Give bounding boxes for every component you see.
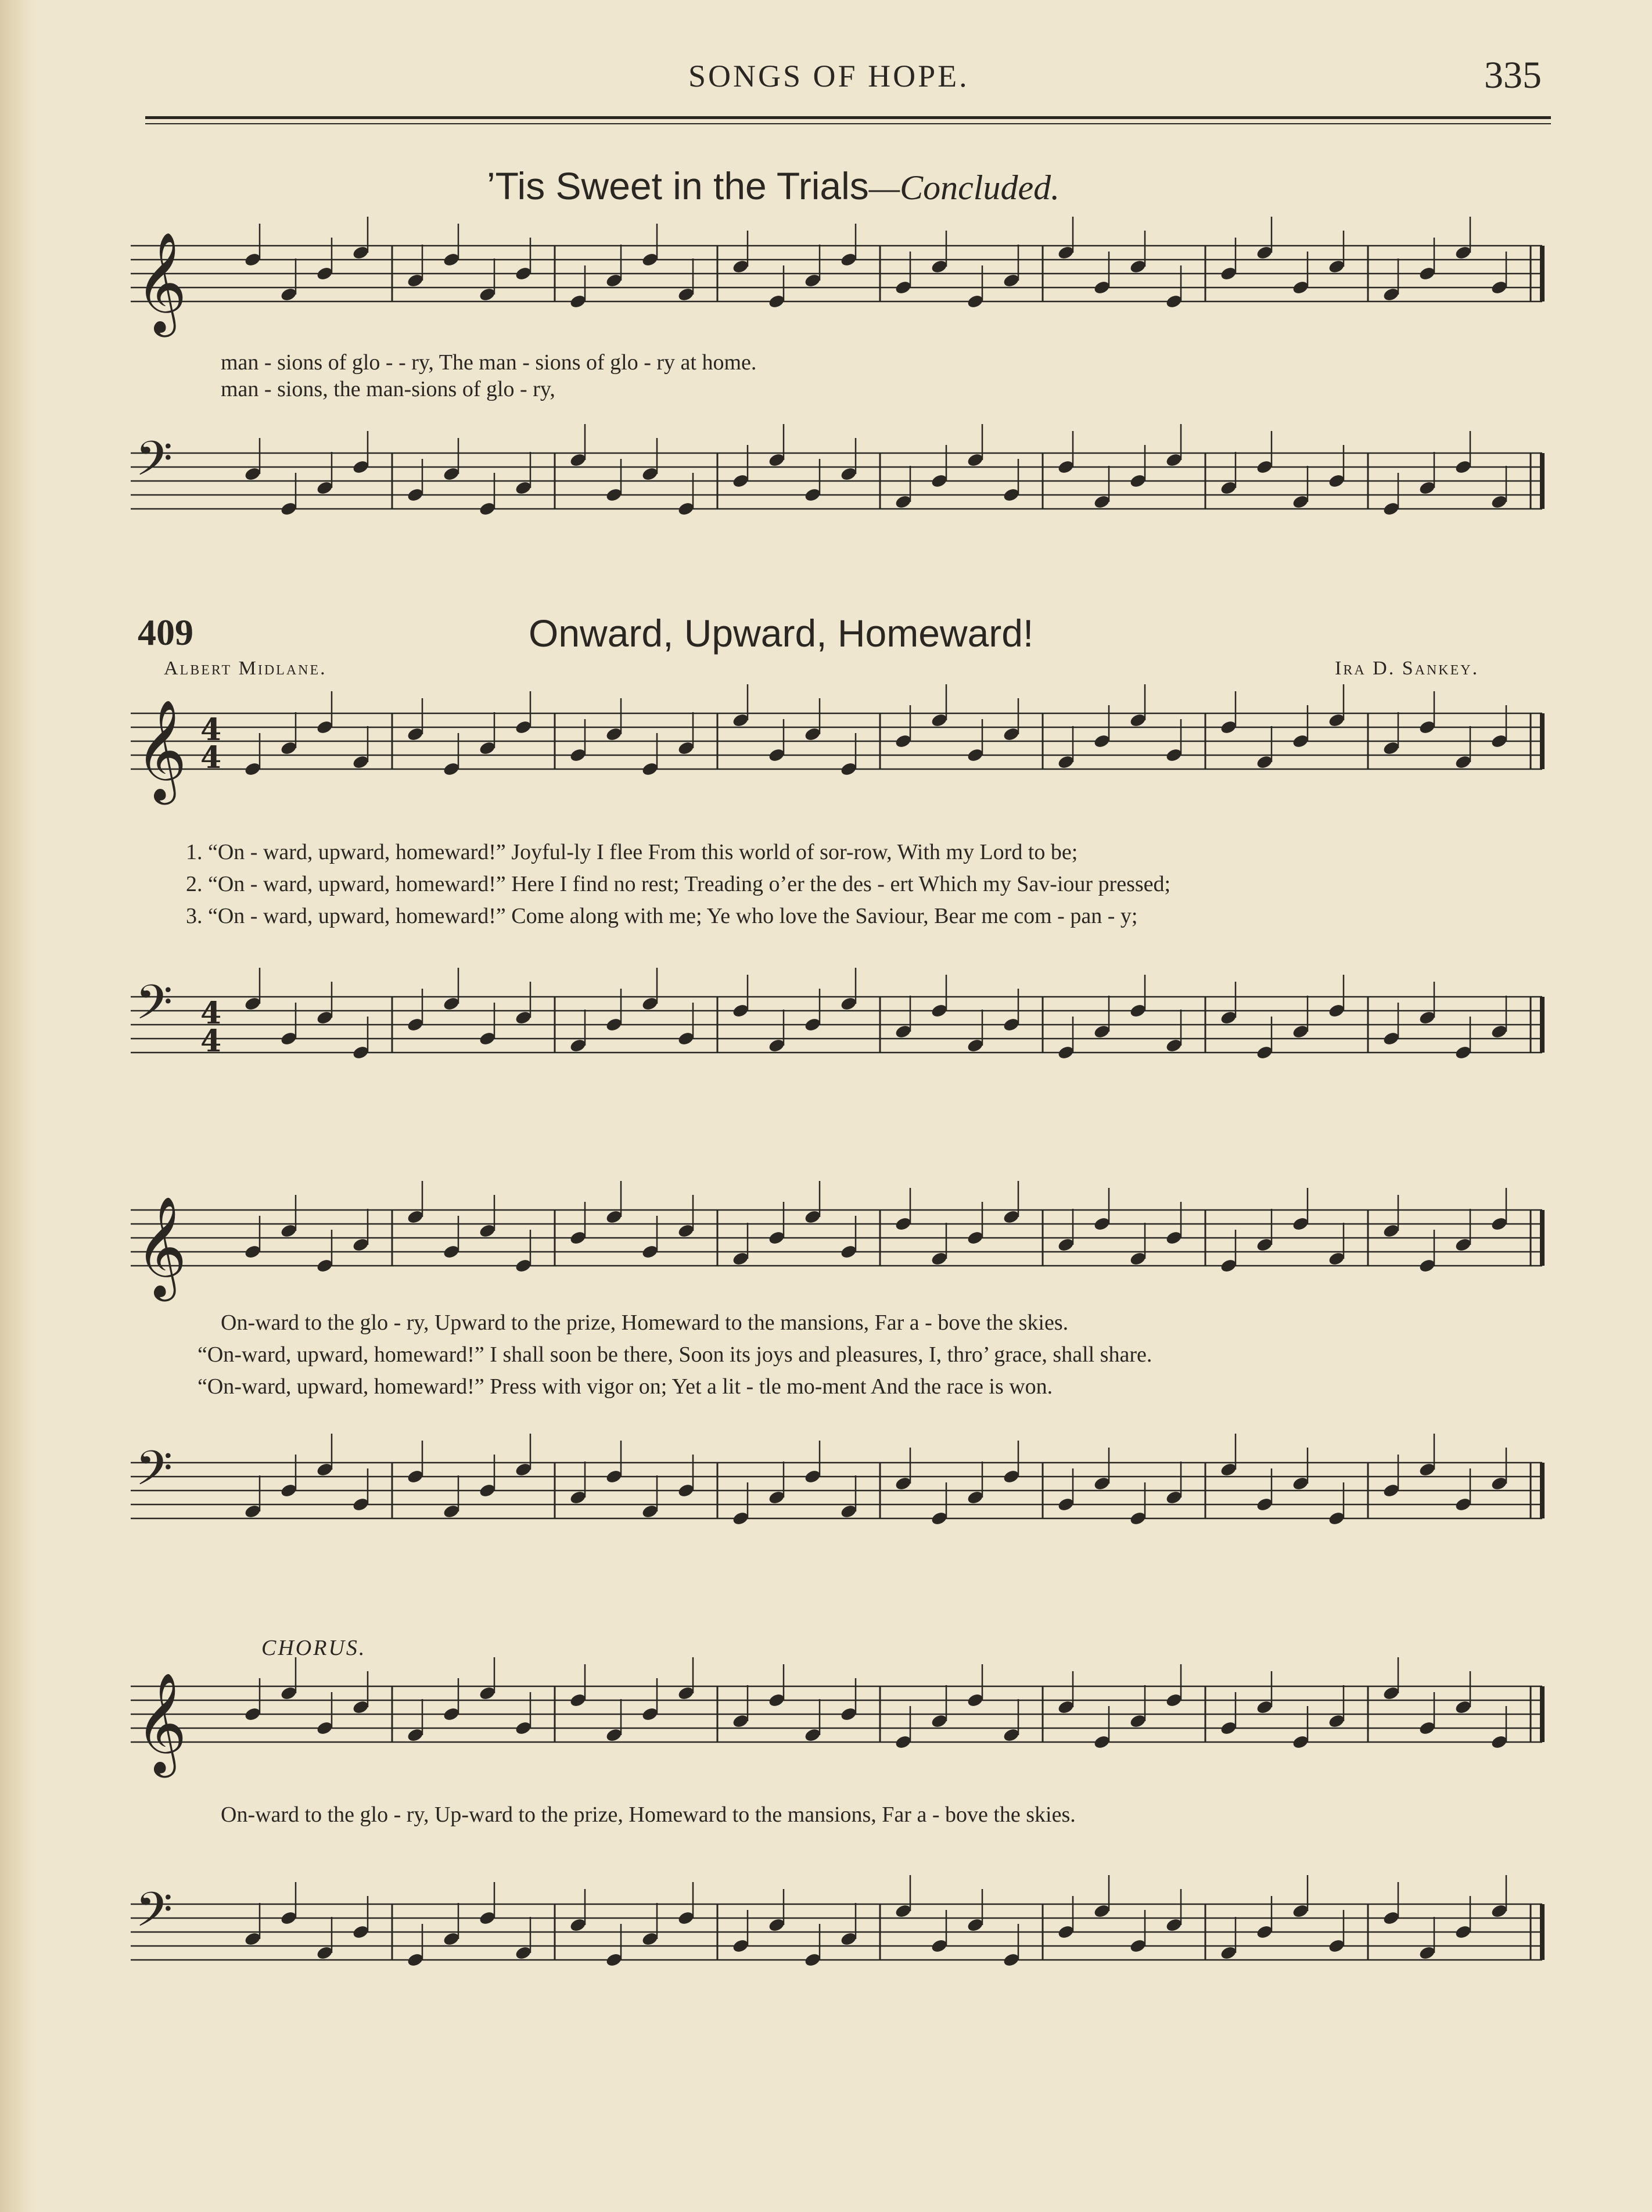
bass-clef: 𝄢 xyxy=(135,430,173,498)
treble-clef: 𝄞 xyxy=(135,1196,187,1297)
verse-1-line-b: On-ward to the glo - ry, Upward to the prize, Homeward to the mansions, Far a - bove the skies. xyxy=(221,1310,1069,1335)
time-signature-digit: 4 xyxy=(200,1024,222,1059)
header-rule-thin xyxy=(145,123,1551,124)
header-rule xyxy=(145,116,1551,119)
bass-staff-lines xyxy=(131,997,1542,1053)
prev-song-title-main: ’Tis Sweet in the Trials xyxy=(487,164,869,207)
time-signature-digit: 4 xyxy=(200,740,222,775)
page-edge xyxy=(0,0,35,2212)
treble-staff-lines xyxy=(131,1686,1542,1742)
treble-clef: 𝄞 xyxy=(135,1672,187,1773)
chorus-bass-staff xyxy=(131,1881,1554,1981)
treble-staff-lines xyxy=(131,246,1542,301)
treble-clef: 𝄞 xyxy=(135,699,187,800)
verse-2-line-a: 2. “On - ward, upward, homeward!” Here I find no rest; Treading o’er the des - ert Which my Sav-iour pressed; xyxy=(186,872,1171,896)
verse-1-line-a: 1. “On - ward, upward, homeward!” Joyful-ly I flee From this world of sor-row, With my Lord to be; xyxy=(186,840,1078,864)
bass-clef: 𝄢 xyxy=(135,1881,173,1949)
bass-staff-lines xyxy=(131,1904,1542,1960)
bass-clef: 𝄢 xyxy=(135,1440,173,1508)
hymn-number: 409 xyxy=(138,612,193,653)
prev-song-title-suffix: —Concluded. xyxy=(868,168,1060,207)
running-head: SONGS OF HOPE. xyxy=(688,59,969,94)
hymn-title: Onward, Upward, Homeward! xyxy=(529,612,1034,655)
composer-credit: Ira D. Sankey. xyxy=(1335,658,1479,679)
system-1-treble-staff xyxy=(131,232,1554,333)
system-2-treble-staff xyxy=(131,699,1554,800)
time-signature-digit: 4 xyxy=(200,712,222,748)
system-3-bass-staff xyxy=(131,1440,1554,1539)
bass-staff-lines xyxy=(131,1463,1542,1518)
chorus-treble-staff xyxy=(131,1672,1554,1773)
system-3-treble-staff xyxy=(131,1196,1554,1297)
page-number: 335 xyxy=(1484,54,1542,96)
prev-song-title xyxy=(487,164,1060,208)
prev-song-lyric-line-2: man - sions, the man-sions of glo - ry, xyxy=(221,377,555,401)
verse-3-line-a: 3. “On - ward, upward, homeward!” Come along with me; Ye who love the Saviour, Bear me com - pan - y; xyxy=(186,904,1138,928)
time-signature-digit: 4 xyxy=(200,996,222,1031)
system-1-bass-staff xyxy=(131,430,1554,530)
treble-clef: 𝄞 xyxy=(135,232,187,333)
bass-clef: 𝄢 xyxy=(135,974,173,1042)
verse-2-line-b: “On-ward, upward, homeward!” I shall soon be there, Soon its joys and pleasures, I, thro’ grace, shall share. xyxy=(197,1342,1152,1367)
prev-song-lyric-line-1: man - sions of glo - - ry, The man - sions of glo - ry at home. xyxy=(221,350,757,375)
author-credit: Albert Midlane. xyxy=(164,658,327,679)
chorus-label: CHORUS. xyxy=(261,1636,367,1660)
verse-3-line-b: “On-ward, upward, homeward!” Press with vigor on; Yet a lit - tle mo-ment And the race is won. xyxy=(197,1374,1053,1399)
chorus-lyric: On-ward to the glo - ry, Up-ward to the prize, Homeward to the mansions, Far a - bove the skies. xyxy=(221,1802,1076,1827)
system-2-bass-staff xyxy=(131,974,1554,1073)
